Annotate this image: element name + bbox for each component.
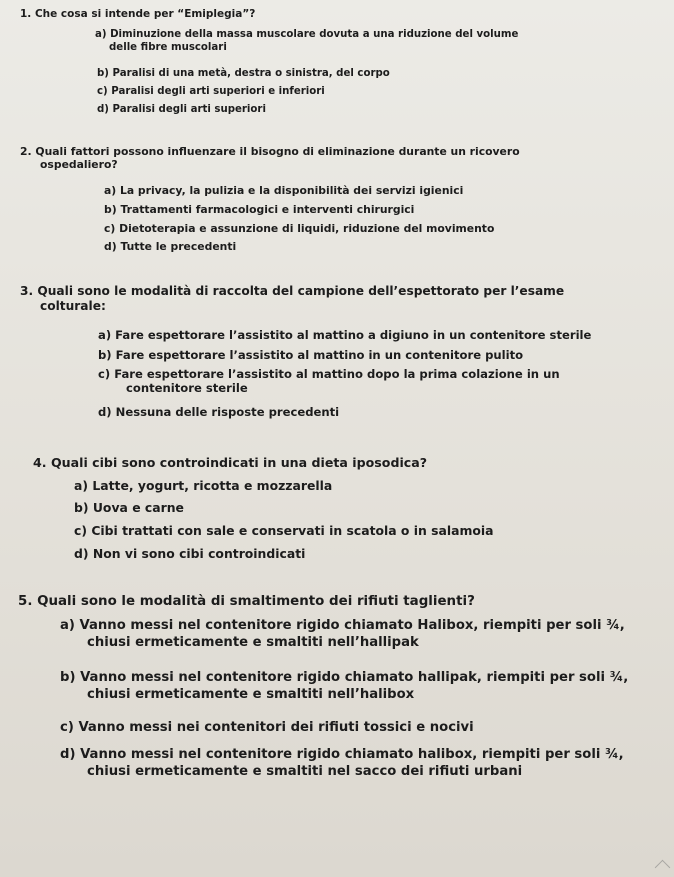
question-3-text [20,284,628,315]
question-label-line1: Quali fattori possono influenzare il bisogno di eliminazione durante un ricovero [35,145,520,158]
option-1d [97,104,266,117]
option-letter: c) [98,367,111,381]
question-label-line2: ospedaliero? [40,158,118,172]
option-letter: a) [74,478,89,493]
option-text-line1: Fare espettorare l’assistito al mattino a digiuno in un contenitore sterile [115,328,592,342]
option-3d [98,405,339,419]
option-text-line1: Cibi trattati con sale e conservati in scatola o in salamoia [91,523,494,538]
option-5b [60,670,660,703]
option-letter: b) [74,500,89,515]
option-text-line1: Vanno messi nel contenitore rigido chiamato halibox, riempiti per soli ¾, [80,747,624,762]
option-text-line1: Fare espettorare l’assistito al mattino in un contenitore pulito [115,348,524,362]
option-letter: a) [104,184,117,197]
option-text-line1: Fare espettorare l’assistito al mattino dopo la prima colazione in un [114,367,560,381]
question-number: 1. [20,8,32,20]
option-5a [60,618,660,651]
question-number: 2. [20,145,32,158]
question-label: Che cosa si intende per “Emiplegia”? [34,8,256,20]
option-letter: b) [60,670,76,685]
option-letter: c) [97,86,108,97]
option-5d [60,747,660,780]
option-4a [74,478,332,494]
option-text-line1: Vanno messi nei contenitori dei rifiuti tossici e nocivi [78,720,474,735]
option-1c [97,86,325,99]
question-number: 4. [33,455,47,470]
option-text-line2: contenitore sterile [126,381,248,396]
option-3a [98,328,591,342]
option-text-line1: Tutte le precedenti [120,240,237,253]
option-2b [104,203,414,216]
option-text-line1: Vanno messi nel contenitore rigido chiamato hallipak, riempiti per soli ¾, [80,670,629,685]
question-5-text [18,594,475,611]
option-letter: b) [98,348,112,362]
option-letter: d) [98,405,112,419]
option-letter: c) [74,523,88,538]
option-text-line1: Dietoterapia e assunzione di liquidi, riduzione del movimento [119,222,495,235]
option-letter: a) [98,328,112,342]
option-text-line1: Paralisi degli arti superiori e inferiori [111,86,325,97]
option-1a [95,29,635,55]
question-1-text [20,8,255,21]
question-label: Quali cibi sono controindicati in una dieta iposodica? [50,455,428,470]
option-text-line1: Trattamenti farmacologici e interventi chirurgici [120,203,415,216]
option-letter: a) [60,618,75,633]
option-2d [104,240,236,253]
option-text-line1: Uova e carne [92,500,184,515]
option-letter: d) [60,747,76,762]
option-text-line1: Non vi sono cibi controindicati [92,546,306,561]
option-4c [74,523,494,539]
option-5c [60,720,474,737]
option-1b [97,68,390,81]
option-text-line2: chiusi ermeticamente e smaltiti nell’hallipak [87,634,419,650]
option-text-line2: chiusi ermeticamente e smaltiti nel sacco dei rifiuti urbani [87,763,523,779]
option-text-line1: Latte, yogurt, ricotta e mozzarella [92,478,333,493]
option-text-line1: Nessuna delle risposte precedenti [115,405,340,419]
option-text-line1: Paralisi di una metà, destra o sinistra, del corpo [112,68,390,79]
option-2c [104,222,494,235]
option-letter: c) [60,720,74,735]
option-2a [104,184,463,197]
option-4d [74,546,305,562]
option-letter: d) [74,546,89,561]
question-label-line2: colturale: [40,299,106,314]
option-text-line1: Paralisi degli arti superiori [112,104,266,115]
question-label: Quali sono le modalità di smaltimento dei rifiuti taglienti? [37,594,475,609]
option-letter: c) [104,222,116,235]
question-number: 3. [20,284,34,298]
option-letter: d) [104,240,117,253]
option-text-line2: delle fibre muscolari [109,41,227,53]
option-4b [74,500,184,516]
page-curl-mark [655,860,671,876]
question-2-text [20,145,630,172]
question-label-line1: Quali sono le modalità di raccolta del campione dell’espettorato per l’esame [37,284,565,298]
option-text-line2: chiusi ermeticamente e smaltiti nell’halibox [87,686,415,702]
option-letter: a) [95,29,107,40]
option-text-line1: Diminuzione della massa muscolare dovuta a una riduzione del volume [110,29,519,40]
option-letter: b) [97,68,109,79]
option-3c [98,367,630,396]
option-3b [98,348,523,362]
option-letter: b) [104,203,117,216]
option-text-line1: Vanno messi nel contenitore rigido chiamato Halibox, riempiti per soli ¾, [79,618,625,633]
option-text-line1: La privacy, la pulizia e la disponibilità dei servizi igienici [120,184,464,197]
question-4-text [33,455,427,471]
option-letter: d) [97,104,109,115]
question-number: 5. [18,594,33,609]
